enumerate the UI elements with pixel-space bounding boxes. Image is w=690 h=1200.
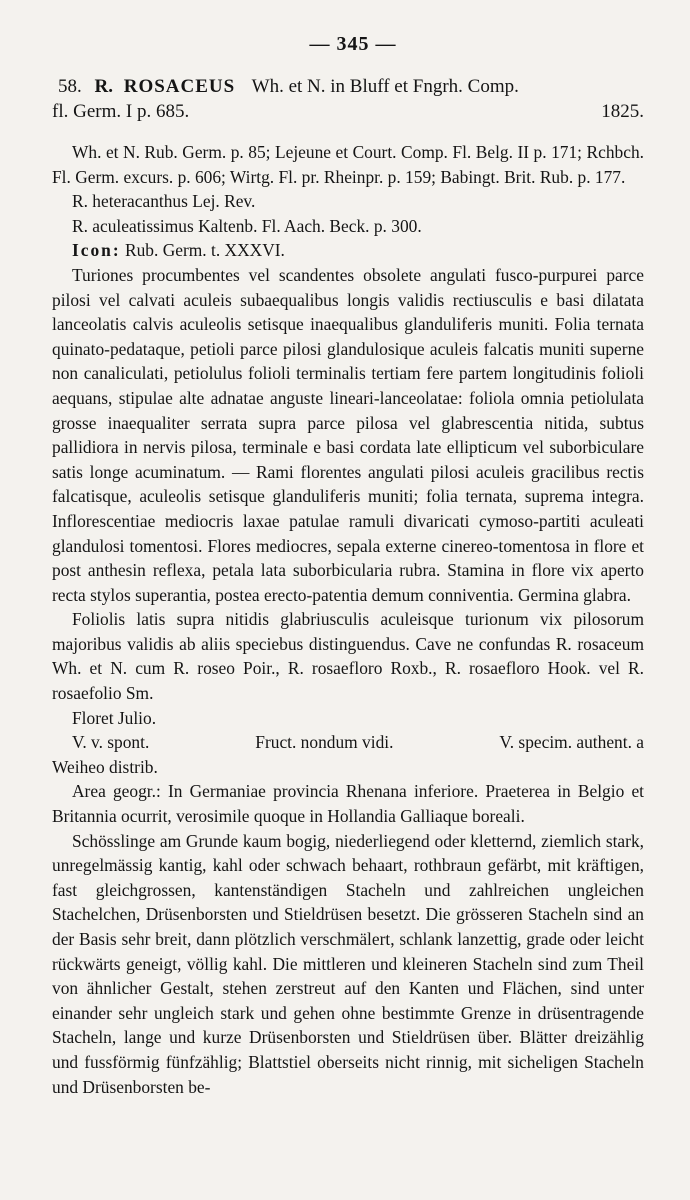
diagnostic-note: Foliolis latis supra nitidis glabriusculis aculeisque turionum vix pilosorum majoribus validis ab aliis speciebus distinguendus. Cave ne confundas R. rosaceum Wh. et N. cum R. roseo Poir., R. rosaefloro Roxb., R. rosaefloro Hook. vel R. rosaefolio Sm. [52,609,644,704]
page-number: — 345 — [309,33,397,55]
genus-abbrev: R. [94,76,113,97]
specimens-seen-line [52,730,644,755]
references-paragraph: Wh. et N. Rub. Germ. p. 85; Lejeune et Court. Comp. Fl. Belg. II p. 171; Rchbch. Fl. Germ. excurs. p. 606; Wirtg. Fl. pr. Rheinpr. p. 159; Babingt. Brit. Rub. p. 177. [52,142,644,187]
species-header-line1 [58,74,644,99]
species-entry-header [52,74,644,124]
icon-reference: Rub. Germ. t. XXXVI. [125,240,285,261]
species-number: 58. [58,76,82,97]
synonym-2: R. aculeatissimus Kaltenb. Fl. Aach. Beck. p. 300. [72,215,422,236]
seen-spontaneous: V. v. spont. [72,732,150,753]
flowering-time: Floret Julio. [72,707,157,728]
species-header-line2 [52,99,644,124]
species-epithet: ROSACEUS [123,76,236,97]
fruit-not-seen: Fruct. nondum vidi. [255,732,394,753]
icon-line [52,238,644,263]
citation-year: 1825. [601,101,644,122]
latin-description: Turiones procumbentes vel scandentes obsolete angulati fusco-purpurei parce pilosi vel calvati aculeis subaequalibus longis validis rectiusculis e basi dilatata lanceolatis calvis aculeolis setisque inaequalibus glanduliferis muniti. Folia ternata quinato-pedataque, petioli parce pilosi glandulosique aculeis falcatis muniti superne non canaliculati, petiolulus folioli terminalis tertiam fere partem longitudinis folioli aequans, stipulae alte adnatae anguste lineari-lanceolatae: foliola omnia petiolulata grosse inaequaliter serrata supra parce pilosa vel glabrescentia nitida, subtus pallidiora in nervis pilosa, terminale e basi cordata late ellipticum vel suborbiculare satis longe acuminatum. — Rami florentes angulati pilosi aculeis gracilibus rectis falcatisque, aculeolis setisque glanduliferis muniti; folia ternata, suprema integra. Inflorescentiae mediocris laxae patulae ramuli divaricati cymoso-partiti aculeati glandulosi tomentosi. Flores mediocres, sepala externe cinereo-tomentosa in flore et post anthesin reflexa, petala lata suborbicularia rubra. Stamina in flore vix aperto recta stylos superantia, postea erecto-patentia demum conniventia. Germina glabra. [52,264,644,605]
authentic-specimen: V. specim. authent. a [499,732,644,753]
synonym-1: R. heteracanthus Lej. Rev. [72,191,256,212]
specimens-seen-continuation: Weiheo distrib. [52,756,158,777]
geographic-area: Area geogr.: In Germaniae provincia Rhenana inferiore. Praeterea in Belgio et Britannia ocurrit, verosimile quoque in Hollandia Galliaque boreali. [52,781,644,827]
citation-continuation: fl. Germ. I p. 685. [52,101,190,122]
icon-label: Icon: [72,240,121,261]
german-description: Schösslinge am Grunde kaum bogig, niederliegend oder kletternd, ziemlich stark, unregelmässig kantig, kahl oder schwach behaart, rothbraun gefärbt, mit kräftigen, fast gleichgrossen, kantenständigen Stacheln und zahlreichen ungleichen Stachelchen, Drüsenborsten und Stieldrüsen besetzt. Die grösseren Stacheln sind an der Basis sehr breit, dann plötzlich verschmälert, schlank lanzettig, grade oder leicht rückwärts geneigt, völlig kahl. Die mittleren und kleineren Stacheln sind zum Theil von ähnlicher Gestalt, stehen zerstreut auf den Kanten und Flächen, sind unter einander sehr ungleich stark und gehen ohne bestimmte Grenze in drüsentragende Stacheln, lange und kurze Drüsenborsten und Stieldrüsen über. Blätter dreizählig und fussförmig fünfzählig; Blattstiel oberseits nicht rinnig, mit sicheligen Stacheln und Drüsenborsten be- [52,830,644,1097]
authority-citation: Wh. et N. in Bluff et Fngrh. Comp. [251,76,519,97]
